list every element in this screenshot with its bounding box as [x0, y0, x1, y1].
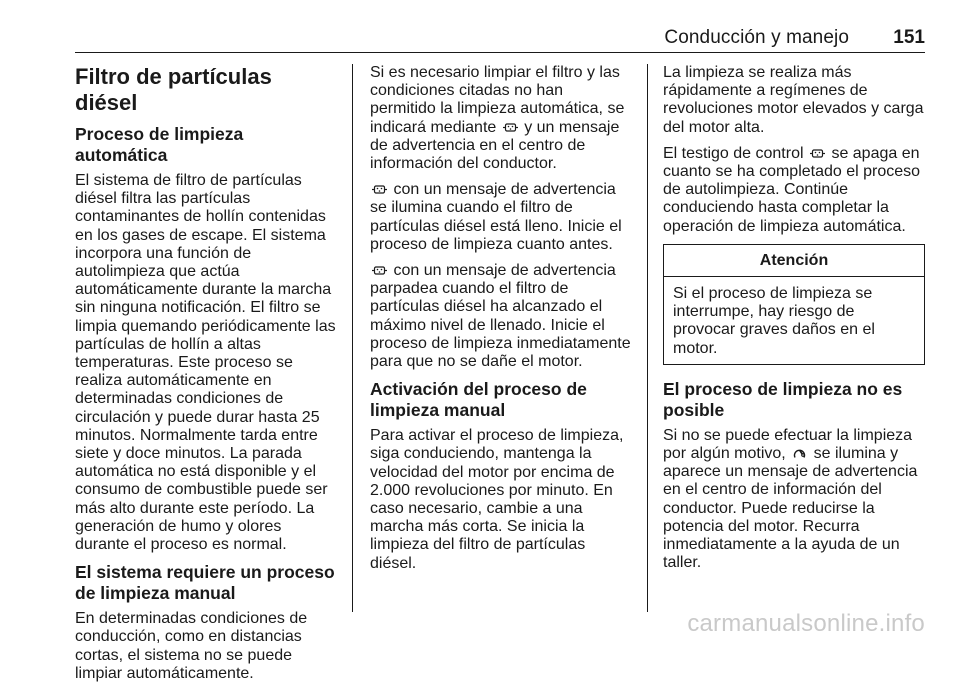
diesel-particulate-filter-icon: [372, 264, 387, 277]
section-title: Conducción y manejo: [664, 27, 849, 48]
page-header: [75, 18, 925, 53]
paragraph: con un mensaje de advertencia parpadea cuando el filtro de partículas diésel ha alcanzado el máximo nivel de llenado. Inicie el proceso de limpieza inmediatamente para que no se dañe el motor.: [370, 262, 631, 371]
watermark: carmanualsonline.info: [687, 610, 925, 637]
paragraph: El sistema de filtro de partículas diésel filtra las partículas contaminantes de hollín contenidas en los gases de escape. El sistema incorpora una función de autolimpieza que actúa automáticamente durante la marcha sin ninguna notificación. El filtro se limpia quemando periódicamente las partículas de hollín a altas temperaturas. Este proceso se realiza automáticamente en determinadas condiciones de circulación y puede durar hasta 25 minutos. Normalmente tarda entre siete y doce minutos. La parada automática no está disponible y el consumo de combustible puede ser más alto durante este período. La generación de humo y olores durante el proceso es normal.: [75, 172, 336, 554]
notice-body: [664, 277, 924, 364]
column-divider: [352, 64, 353, 612]
subheading-automatic-cleaning: Proceso de limpieza automática: [75, 124, 244, 165]
diesel-particulate-filter-icon: [372, 183, 387, 196]
column-3: [663, 64, 925, 580]
paragraph: con un mensaje de advertencia se ilumina cuando el filtro de partículas diésel está lleno. Inicie el proceso de limpieza cuanto antes.: [370, 181, 622, 253]
subheading-manual-cleaning-required: El sistema requiere un proceso de limpieza manual: [75, 562, 335, 604]
paragraph: El testigo de control se apaga en cuanto se ha completado el proceso de autolimpieza. Continúe conduciendo hasta completar la operación de limpieza automática.: [663, 144, 921, 235]
subheading-cleaning-not-possible: El proceso de limpieza no es posible: [663, 378, 903, 420]
paragraph: En determinadas condiciones de conducción, como en distancias cortas, el sistema no se puede limpiar automáticamente.: [75, 610, 308, 682]
diesel-particulate-filter-icon: [503, 121, 518, 134]
subheading-manual-activation: Activación del proceso de limpieza manual: [370, 379, 587, 421]
diesel-particulate-filter-icon: [810, 147, 825, 160]
paragraph: Si es necesario limpiar el filtro y las condiciones citadas no han permitido la limpieza automática, se indicará mediante y un mensaje de advertencia en el centro de información del conductor.: [370, 64, 625, 173]
column-divider: [647, 64, 648, 612]
page-number: 151: [893, 27, 925, 48]
notice-title: Atención: [664, 245, 924, 277]
service-wrench-icon: [792, 447, 807, 460]
paragraph: La limpieza se realiza más rápidamente a regímenes de revoluciones motor elevados y carga del motor alta.: [663, 64, 924, 136]
notice-text: Si el proceso de limpieza se interrumpe, hay riesgo de provocar graves daños en el motor.: [673, 285, 875, 357]
paragraph: Para activar el proceso de limpieza, siga conduciendo, mantenga la velocidad del motor por encima de 2.000 revoluciones por minuto. En caso necesario, cambie a una marcha más corta. Se inicia la limpieza del filtro de partículas diésel.: [370, 427, 624, 572]
column-2: [370, 64, 632, 581]
caution-notice: [663, 244, 925, 365]
column-1: [75, 64, 339, 691]
paragraph: Si no se puede efectuar la limpieza por algún motivo, se ilumina y aparece un mensaje de advertencia en el centro de información del conductor. Puede reducirse la potencia del motor. Recurra inmediatamente a la ayuda de un taller.: [663, 426, 918, 572]
section-heading: Filtro de partículas diésel: [75, 64, 272, 115]
